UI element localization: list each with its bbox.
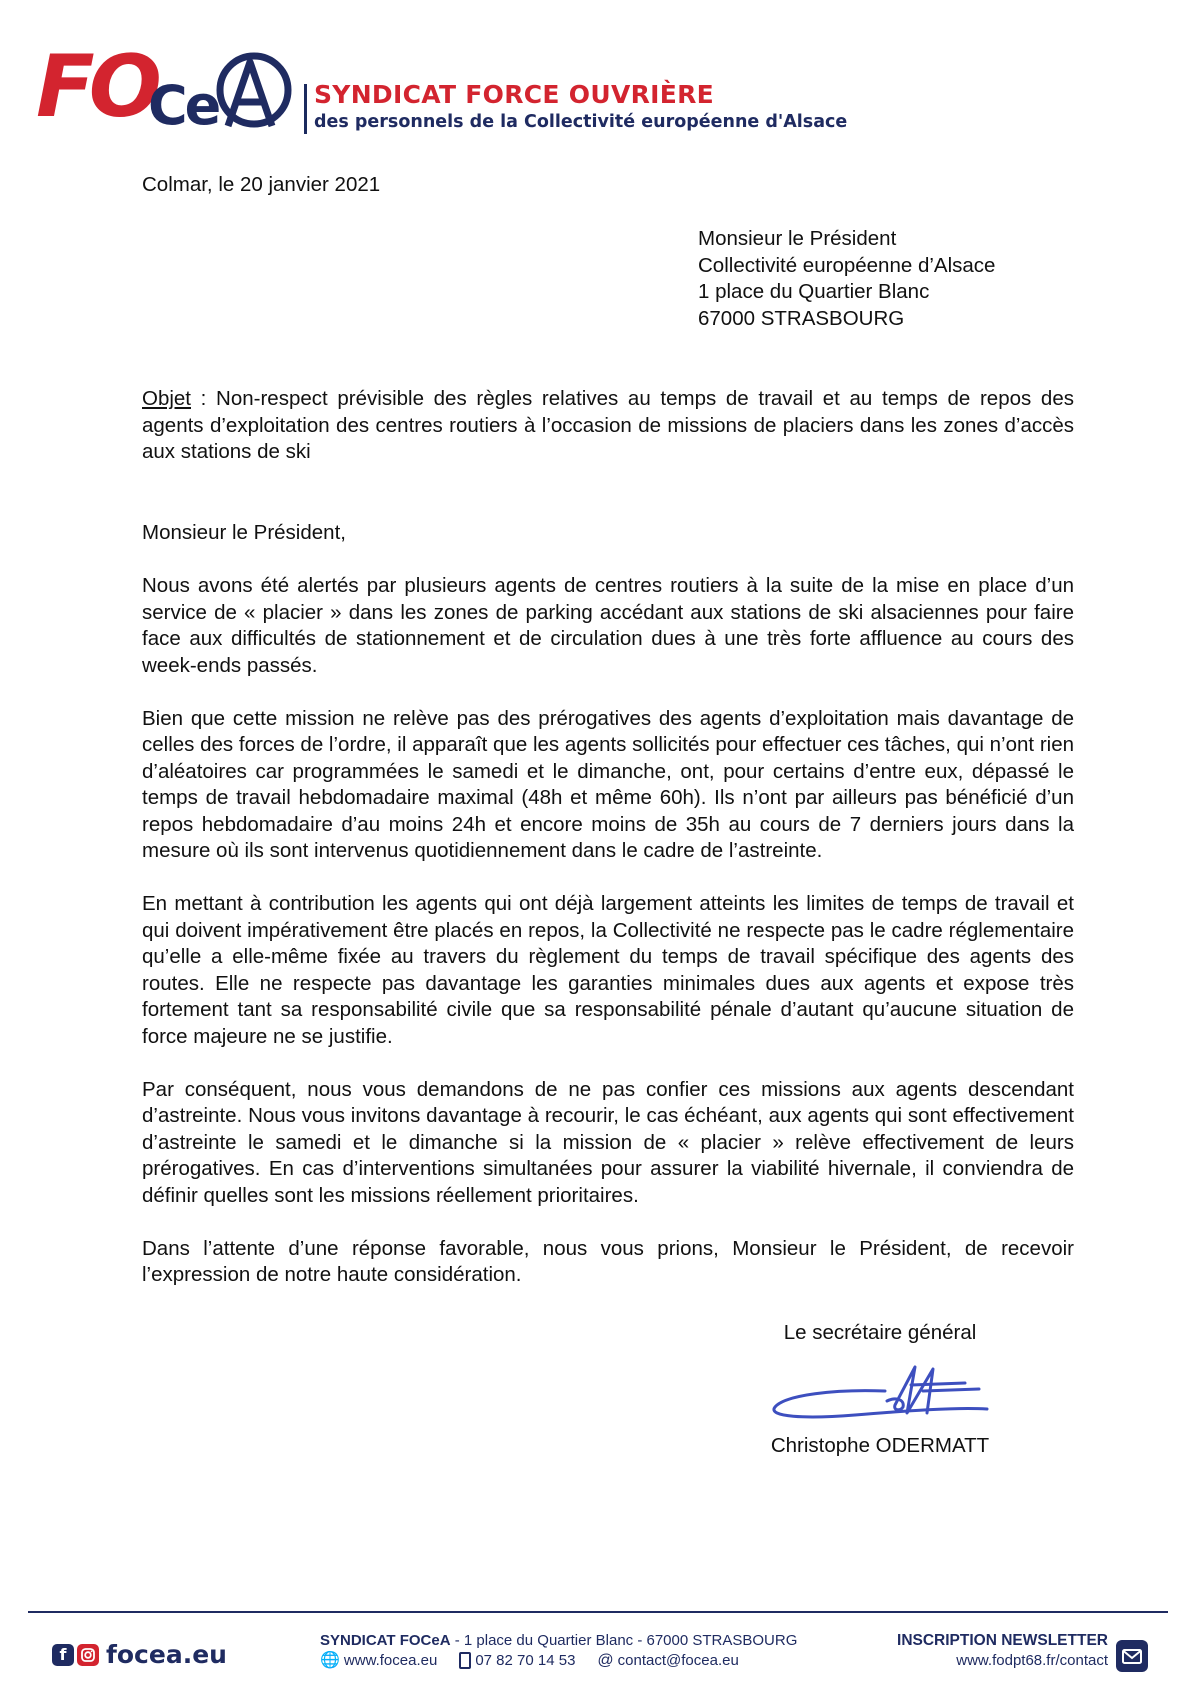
subject-label: Objet (142, 387, 191, 410)
body-paragraph: Nous avons été alertés par plusieurs agents de centres routiers à la suite de la mise en place d’un service de « placier » dans les zones de parking accédant aux stations de ski alsaciennes pour faire face aux difficultés de stationnement et de circulation dues à une très forte affluence au cours des week-ends passés. (142, 574, 1074, 677)
footer (0, 1620, 1190, 1684)
subject-text: : Non-respect prévisible des règles relatives au temps de travail et au temps de repos des agents d’exploitation des centres routiers à l’occasion de missions de placiers dans les zones d’accès aux stations de ski (142, 387, 1074, 463)
recipient-line: 67000 STRASBOURG (698, 306, 905, 330)
body-paragraph: Bien que cette mission ne relève pas des prérogatives des agents d’exploitation mais davantage de celles des forces de l’ordre, il apparaît que les agents sollicités pour effectuer ces tâches, qui n’ont rien d’aléatoires car programmées le samedi et le dimanche, ont, pour certains d’entre eux, dépassé le temps de travail hebdomadaire maximal (48h et même 60h). Ils n’ont par ailleurs pas bénéficié d’un repos hebdomadaire d’au moins 24h et encore moins de 35h au cours de 7 derniers jours dans la mesure où ils sont intervenus quotidiennement dans le cadre de l’astreinte. (142, 706, 1074, 862)
globe-icon: 🌐 (320, 1651, 340, 1669)
phone-item[interactable] (459, 1652, 575, 1669)
website-item[interactable] (320, 1652, 437, 1669)
date-line: Colmar, le 20 janvier 2021 (142, 173, 381, 196)
social-links (52, 1640, 227, 1669)
letterhead (36, 38, 856, 138)
email-item[interactable] (597, 1652, 738, 1669)
signatory-name: Christophe ODERMATT (770, 1433, 990, 1457)
footer-address (320, 1632, 840, 1649)
newsletter-link[interactable]: www.fodpt68.fr/contact (956, 1652, 1108, 1669)
salutation: Monsieur le Président, (142, 521, 346, 544)
instagram-icon[interactable] (77, 1644, 99, 1666)
org-subtitle: des personnels de la Collectivité européenne d'Alsace (314, 112, 848, 132)
body-paragraph: Par conséquent, nous vous demandons de ne pas confier ces missions aux agents descendant d’astreinte. Nous vous invitons davantage à recourir, le cas échéant, aux agents qui sont effectivement d’astreinte le samedi et le dimanche si la mission de « placier » relève effectivement de leurs prérogatives. En cas d’interventions simultanées pour assurer la viabilité hivernale, il conviendra de définir quelles sont les missions réellement prioritaires. (142, 1077, 1074, 1207)
mail-icon[interactable] (1116, 1640, 1148, 1672)
newsletter-signup[interactable] (888, 1632, 1108, 1669)
signature-block (740, 1320, 1020, 1459)
signature-title: Le secrétaire général (783, 1321, 977, 1344)
letter-body (142, 573, 1074, 1315)
recipient-line: Collectivité européenne d’Alsace (698, 253, 996, 277)
phone-icon (459, 1652, 471, 1669)
svg-text:FO: FO (36, 38, 156, 134)
facebook-icon[interactable]: f (52, 1644, 74, 1666)
phone-number[interactable]: 07 82 70 14 53 (475, 1652, 576, 1669)
site-handle[interactable]: focea.eu (106, 1640, 227, 1669)
newsletter-title: INSCRIPTION NEWSLETTER (897, 1632, 1108, 1649)
recipient-line: Monsieur le Président (698, 227, 897, 250)
footer-org-label: SYNDICAT FOCeA (320, 1632, 451, 1649)
footer-contact (320, 1632, 840, 1669)
focea-logo (36, 38, 306, 134)
website-link[interactable]: www.focea.eu (343, 1652, 438, 1669)
org-name: SYNDICAT FORCE OUVRIÈRE (314, 80, 715, 109)
footer-address-text: - 1 place du Quartier Blanc - 67000 STRASBOURG (450, 1632, 798, 1649)
recipient-address (698, 226, 995, 332)
letterhead-divider (304, 84, 307, 134)
body-paragraph: Dans l’attente d’une réponse favorable, nous vous prions, Monsieur le Président, de recevoir l’expression de notre haute considération. (142, 1236, 1074, 1286)
footer-contact-line (320, 1652, 840, 1669)
subject (142, 386, 1074, 466)
at-icon: @ (597, 1651, 614, 1669)
recipient-line: 1 place du Quartier Blanc (698, 280, 930, 303)
handwritten-signature (765, 1361, 995, 1427)
footer-divider (28, 1611, 1168, 1613)
body-paragraph: En mettant à contribution les agents qui ont déjà largement atteints les limites de temps de travail et qui doivent impérativement être placés en repos, la Collectivité ne respecte pas le cadre réglementaire qu’elle a elle-même fixée au travers du règlement du temps de travail spécifique des agents des routes. Elle ne respecte pas davantage les garanties minimales dues aux agents et expose très fortement tant sa responsabilité civile que sa responsabilité pénale d’autant qu’aucune situation de force majeure ne se justifie. (142, 892, 1074, 1048)
svg-text:Ce: Ce (148, 74, 219, 134)
email-link[interactable]: contact@focea.eu (617, 1652, 739, 1669)
